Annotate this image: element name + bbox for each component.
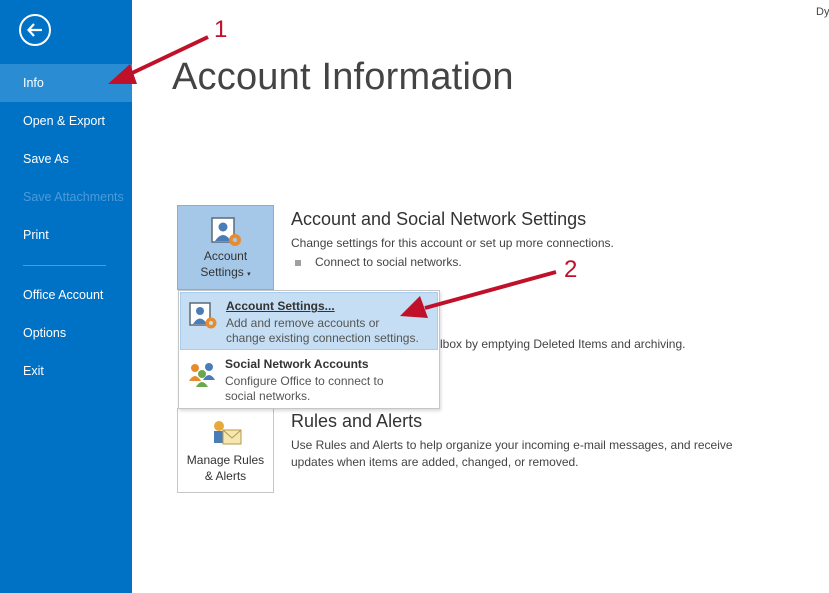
arrow-head-2 [400, 296, 428, 318]
account-name-fragment: Dy [816, 6, 829, 18]
arrow-head-1 [108, 64, 137, 84]
account-section-bullet: Connect to social networks. [295, 254, 462, 271]
account-section-desc: Change settings for this account or set up more connections. [291, 236, 614, 250]
callout-number-1: 1 [214, 16, 228, 43]
cleanup-section-desc: lbox by emptying Deleted Items and archiving. [440, 337, 686, 351]
menu-item-title: Social Network Accounts [225, 357, 369, 371]
sidebar-item-info[interactable]: Info [0, 64, 132, 102]
menu-item-title: Account Settings... [226, 299, 335, 313]
rules-section-desc-line2: updates when items are added, changed, or removed. [291, 455, 579, 469]
rules-section-desc-line1: Use Rules and Alerts to help organize your incoming e-mail messages, and receive [291, 438, 733, 452]
account-section-title: Account and Social Network Settings [291, 209, 587, 229]
sidebar-item-office-account[interactable]: Office Account [23, 288, 104, 302]
sidebar-item-print[interactable]: Print [23, 228, 49, 242]
manage-rules-label-line1: Manage Rules [186, 453, 265, 467]
sidebar-item-open-export[interactable]: Open & Export [23, 114, 105, 128]
account-settings-label-line2: Settings ▾ [200, 265, 251, 279]
callout-number-2: 2 [564, 256, 578, 283]
manage-rules-label-line2: & Alerts [204, 469, 247, 483]
account-settings-label-line1: Account [203, 249, 248, 263]
chevron-down-icon: ▾ [247, 271, 251, 278]
page-title: Account Information [172, 56, 514, 98]
menu-item-desc: Add and remove accounts or change existing connection settings. [226, 316, 419, 345]
sidebar-item-save-attachments: Save Attachments [23, 190, 124, 204]
menu-item-desc: Configure Office to connect to social networks. [225, 374, 384, 403]
rules-section-title: Rules and Alerts [291, 411, 423, 431]
sidebar-item-exit[interactable]: Exit [23, 364, 44, 378]
sidebar-item-options[interactable]: Options [23, 326, 67, 340]
sidebar-item-save-as[interactable]: Save As [23, 152, 69, 166]
